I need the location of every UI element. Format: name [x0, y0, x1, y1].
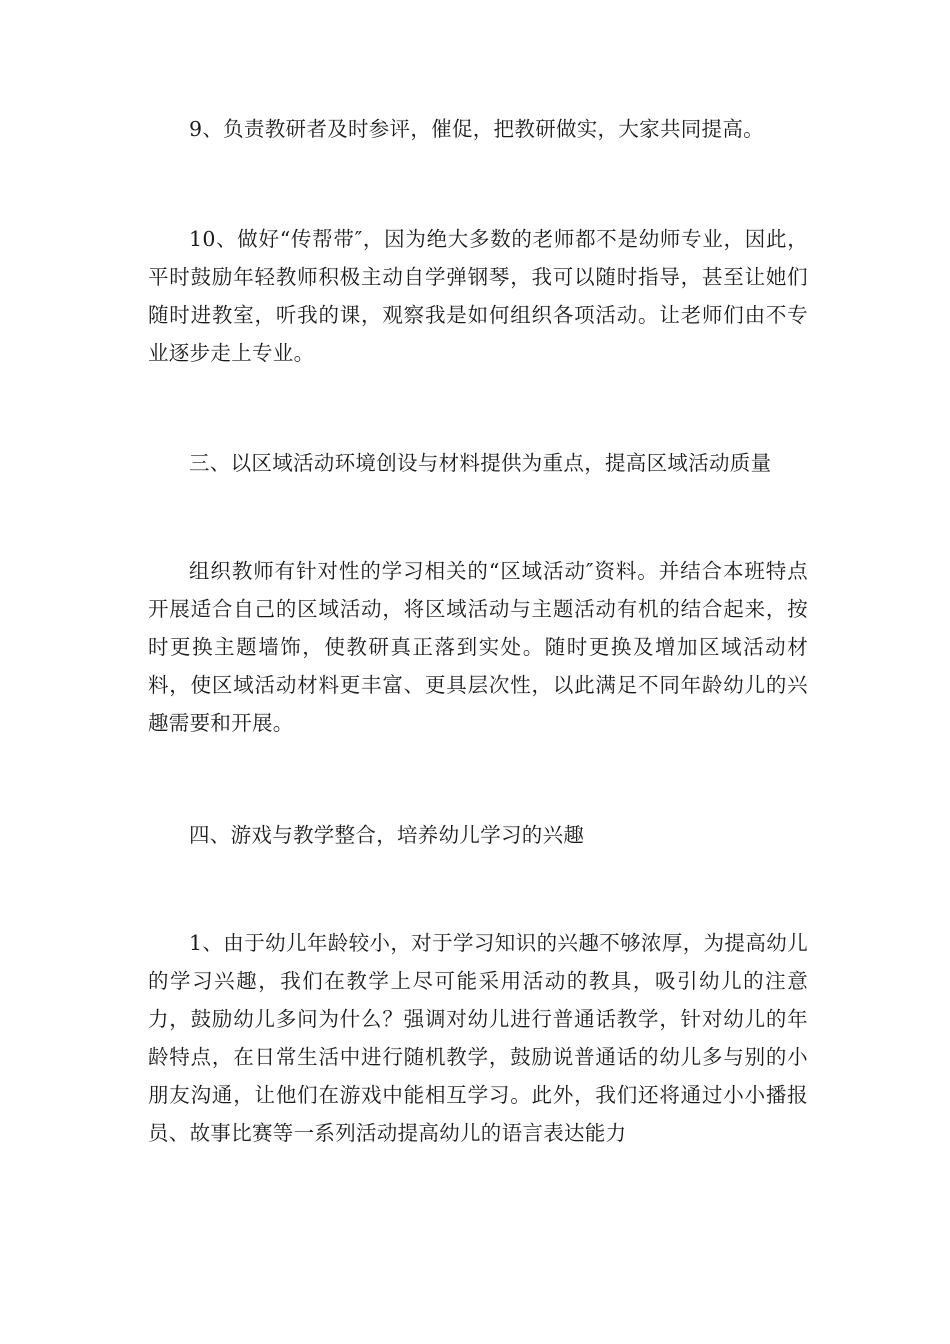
paragraph-item-9: 9、负责教研者及时参评，催促，把教研做实，大家共同提高。 [189, 117, 764, 141]
section-heading-4: 四、游戏与教学整合，培养幼儿学习的兴趣 [189, 823, 585, 847]
paragraph-section-3-body: 组织教师有针对性的学习相关的“区域活动″资料。并结合本班特点开展适合自己的区域活动，将区域活动与主题活动有机的结合起来，按时更换主题墙饰，使教研真正落到实处。随时更换及增加区域活动材料，使区域活动材料更丰富、更具层次性，以此满足不同年龄幼儿的兴趣需要和开展。 [148, 559, 808, 735]
paragraph-item-1: 1、由于幼儿年龄较小，对于学习知识的兴趣不够浓厚，为提高幼儿的学习兴趣，我们在教学上尽可能采用活动的教具，吸引幼儿的注意力，鼓励幼儿多问为什么？强调对幼儿进行普通话教学，针对幼儿的年龄特点，在日常生活中进行随机教学，鼓励说普通话的幼儿多与别的小朋友沟通，让他们在游戏中能相互学习。此外，我们还将通过小小播报员、故事比赛等一系列活动提高幼儿的语言表达能力 [148, 931, 808, 1145]
paragraph-item-10: 10、做好“传帮带″，因为绝大多数的老师都不是幼师专业，因此，平时鼓励年轻教师积极主动自学弹钢琴，我可以随时指导，甚至让她们随时进教室，听我的课，观察我是如何组织各项活动。让老师们由不专业逐步走上专业。 [148, 227, 808, 365]
section-heading-3: 三、以区域活动环境创设与材料提供为重点，提高区域活动质量 [189, 451, 772, 475]
